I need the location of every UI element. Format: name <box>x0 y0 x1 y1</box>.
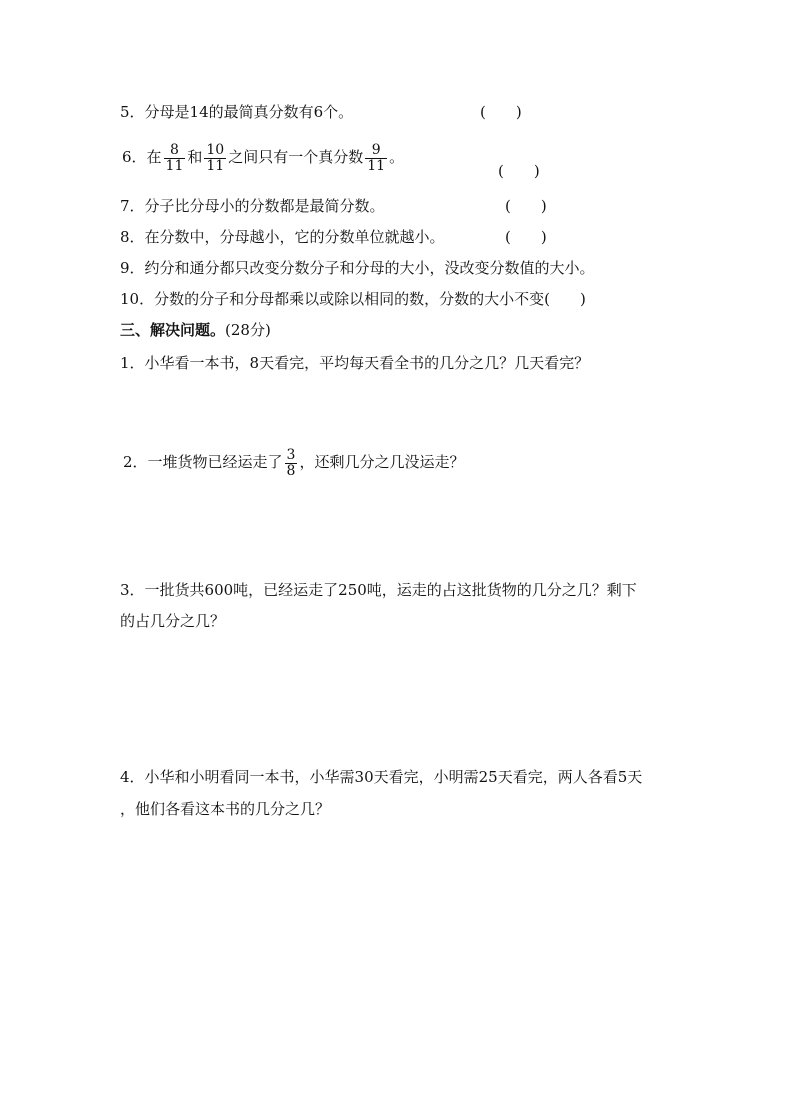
item-6-prefix: 6．在 <box>122 148 162 166</box>
problem-3-line-1 <box>120 580 637 600</box>
section-3-heading <box>120 320 271 340</box>
problem-2-prefix: 2．一堆货物已经运走了 <box>123 453 283 471</box>
problem-2 <box>123 444 464 480</box>
item-8-text: 8．在分数中，分母越小，它的分数单位就越小。 <box>120 228 445 246</box>
fraction-denominator: 8 <box>286 462 296 479</box>
problem-3-text-1: 3．一批货共600吨，已经运走了250吨，运走的占这批货物的几分之几？剩下 <box>120 581 637 599</box>
item-10 <box>120 289 586 309</box>
item-7 <box>120 196 385 216</box>
item-5-text: 5．分母是14的最简真分数有6个。 <box>120 103 354 121</box>
fraction-denominator: 11 <box>206 157 225 174</box>
section-3-title: 三、解决问题。 <box>120 321 226 339</box>
problem-3-line-2 <box>120 611 225 631</box>
problem-3-text-2: 的占几分之几？ <box>120 612 226 630</box>
item-5-answer-paren: ( ) <box>480 103 522 121</box>
item-9 <box>120 258 595 278</box>
problem-4-text-2: ，他们各看这本书的几分之几？ <box>120 800 331 818</box>
item-6-answer-paren: ( ) <box>498 162 540 180</box>
fraction-numerator: 10 <box>206 141 225 158</box>
fraction-numerator: 8 <box>170 141 179 158</box>
fraction-9-11 <box>365 143 387 174</box>
problem-4-line-1 <box>120 767 642 787</box>
item-9-text: 9．约分和通分都只改变分数分子和分母的大小，没改变分数值的大小。 <box>120 259 595 277</box>
item-6-mid: 之间只有一个真分数 <box>228 148 364 166</box>
problem-4-text-1: 4．小华和小明看同一本书，小华需30天看完，小明需25天看完，两人各看5天 <box>120 768 643 786</box>
item-8 <box>120 227 445 247</box>
fraction-10-11 <box>204 143 226 174</box>
item-7-text: 7．分子比分母小的分数都是最简分数。 <box>120 197 385 215</box>
fraction-denominator: 11 <box>367 157 386 174</box>
fraction-denominator: 11 <box>165 157 184 174</box>
item-6 <box>122 139 404 175</box>
problem-1 <box>120 353 589 373</box>
fraction-3-8 <box>285 448 298 479</box>
item-6-end: 。 <box>389 148 405 166</box>
fraction-numerator: 3 <box>286 446 296 463</box>
problem-1-text: 1．小华看一本书，8天看完，平均每天看全书的几分之几？几天看完？ <box>120 354 590 372</box>
item-5 <box>120 102 353 122</box>
item-10-text: 10．分数的分子和分母都乘以或除以相同的数，分数的大小不变( ) <box>120 290 586 308</box>
problem-2-suffix: ，还剩几分之几没运走？ <box>299 453 465 471</box>
fraction-numerator: 9 <box>371 141 381 158</box>
problem-4-line-2 <box>120 799 330 819</box>
item-6-and: 和 <box>187 148 203 166</box>
item-8-answer-paren: ( ) <box>505 228 547 246</box>
section-3-score: (28分) <box>225 321 271 339</box>
item-7-answer-paren: ( ) <box>505 197 547 215</box>
fraction-8-11 <box>164 143 186 174</box>
